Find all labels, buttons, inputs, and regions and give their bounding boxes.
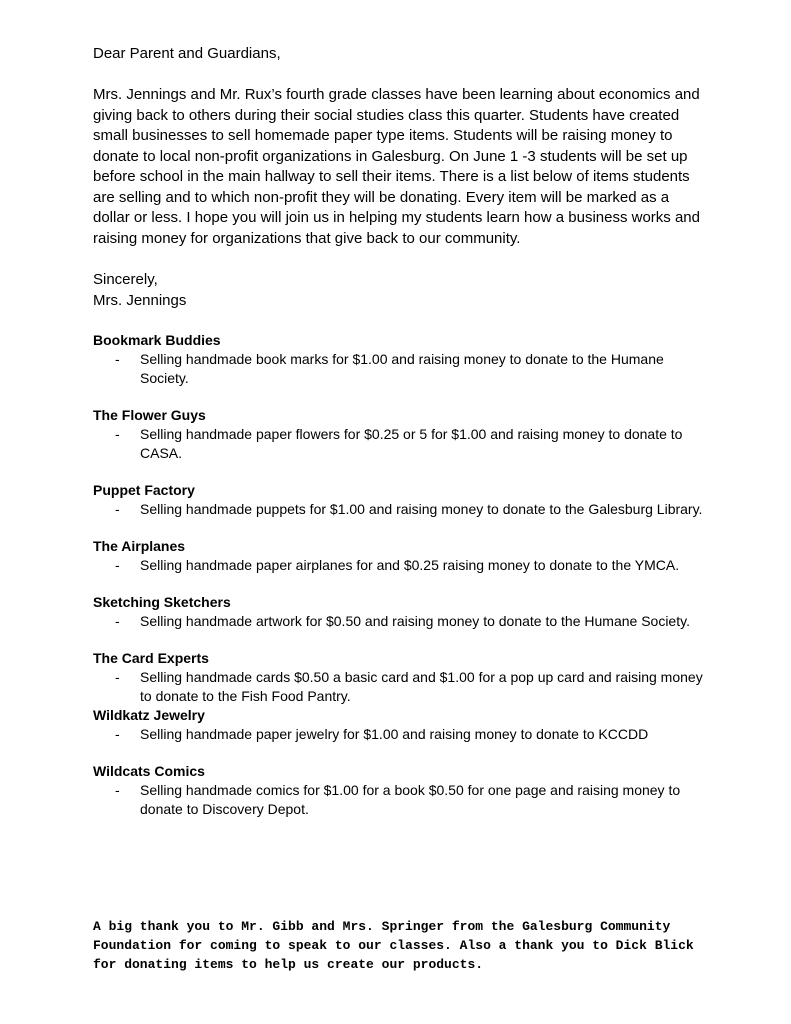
business-item bbox=[93, 706, 703, 744]
business-name: Wildkatz Jewelry bbox=[93, 707, 205, 723]
signature: Mrs. Jennings bbox=[93, 292, 187, 309]
business-item bbox=[93, 762, 703, 819]
business-name: Wildcats Comics bbox=[93, 763, 205, 779]
bullet-dash: - bbox=[115, 726, 120, 742]
bullet-dash: - bbox=[115, 613, 120, 629]
greeting: Dear Parent and Guardians, bbox=[93, 45, 281, 62]
business-name: The Airplanes bbox=[93, 538, 186, 554]
letter-body: Mrs. Jennings and Mr. Rux’s fourth grade classes have been learning about economics and giving back to others during their social studies class this quarter. Students have created small businesses to sell homemade paper type items. Students will be raising money to donate to local non-profit organizations in Galesburg. On June 1 -3 students will be set up before school in the main hallway to sell their items. There is a list below of items students are selling and to which non-profit they will be donating. Every item will be marked as a dollar or less. I hope you will join us in helping my students learn how a business works and raising money for organizations that give back to our community. bbox=[93, 86, 700, 247]
business-name: Puppet Factory bbox=[93, 482, 195, 498]
business-description: Selling handmade cards $0.50 a basic card and $1.00 for a pop up card and raising money to donate to the Fish Food Pantry. bbox=[140, 669, 703, 704]
business-description: Selling handmade paper jewelry for $1.00 and raising money to donate to KCCDD bbox=[140, 726, 649, 742]
business-description: Selling handmade book marks for $1.00 and raising money to donate to the Humane Society. bbox=[140, 351, 664, 386]
bullet-dash: - bbox=[115, 351, 120, 367]
business-name: Bookmark Buddies bbox=[93, 332, 221, 348]
bullet-dash: - bbox=[115, 501, 120, 517]
business-item bbox=[93, 481, 703, 519]
business-item bbox=[93, 537, 703, 575]
letter bbox=[93, 44, 703, 819]
bullet-dash: - bbox=[115, 426, 120, 442]
business-description: Selling handmade artwork for $0.50 and raising money to donate to the Humane Society. bbox=[140, 613, 690, 629]
business-item bbox=[93, 406, 703, 463]
business-name: The Flower Guys bbox=[93, 407, 206, 423]
business-description: Selling handmade paper flowers for $0.25 or 5 for $1.00 and raising money to donate to CASA. bbox=[140, 426, 683, 461]
business-list bbox=[93, 331, 703, 819]
bullet-dash: - bbox=[115, 557, 120, 573]
business-name: Sketching Sketchers bbox=[93, 594, 231, 610]
signoff bbox=[93, 269, 703, 311]
business-item bbox=[93, 593, 703, 631]
business-description: Selling handmade paper airplanes for and $0.25 raising money to donate to the YMCA. bbox=[140, 557, 680, 573]
closing: Sincerely, bbox=[93, 271, 158, 288]
business-name: The Card Experts bbox=[93, 650, 209, 666]
thank-you-note: A big thank you to Mr. Gibb and Mrs. Springer from the Galesburg Community Foundation for coming to speak to our classes. Also a thank you to Dick Blick for donating items to help us create our products. bbox=[93, 919, 694, 972]
business-item bbox=[93, 649, 703, 706]
business-item bbox=[93, 331, 703, 388]
business-description: Selling handmade puppets for $1.00 and raising money to donate to the Galesburg Library. bbox=[140, 501, 703, 517]
business-description: Selling handmade comics for $1.00 for a book $0.50 for one page and raising money to donate to Discovery Depot. bbox=[140, 782, 681, 817]
bullet-dash: - bbox=[115, 669, 120, 685]
bullet-dash: - bbox=[115, 782, 120, 798]
